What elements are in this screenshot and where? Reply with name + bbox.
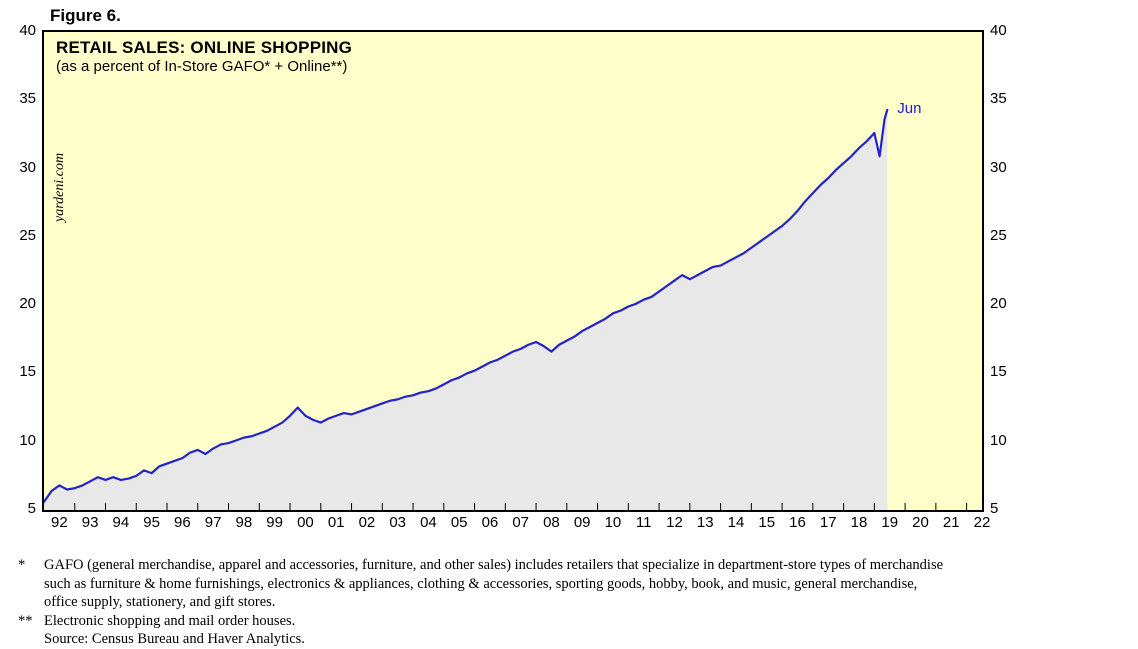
x-tick-label: 15 [758,514,776,531]
chart-container [19,22,1007,531]
x-tick-label: 04 [420,514,437,531]
x-tick-label: 16 [789,514,806,531]
y-tick-label: 15 [19,363,36,381]
x-tick-label: 93 [81,514,99,531]
x-tick-label: 99 [266,514,283,531]
watermark-label: yardeni.com [52,152,67,222]
x-tick-label: 92 [51,514,68,531]
y-tick-label: 20 [990,295,1007,313]
y-tick-label: 35 [19,90,36,108]
footnotes [18,556,1118,649]
x-tick-label: 14 [727,514,745,531]
x-tick-label: 21 [942,514,960,531]
chart-subtitle: (as a percent of In-Store GAFO* + Online**) [56,58,348,76]
x-tick-label: 03 [389,514,407,531]
y-tick-label: 10 [19,431,36,449]
x-tick-label: 22 [973,514,991,531]
footnote-text: Electronic shopping and mail order houses. [44,612,296,629]
figure-title: Figure 6. [50,6,121,25]
x-tick-label: 98 [235,514,253,531]
footnote-text: Source: Census Bureau and Haver Analytics. [44,631,305,648]
x-tick-label: 10 [604,514,622,531]
chart-caption [56,38,352,76]
x-tick-label: 96 [174,514,191,531]
x-tick-label: 02 [358,514,376,531]
last-point-annotation: Jun [897,99,922,117]
y-tick-label: 30 [990,158,1007,176]
x-tick-label: 97 [204,514,222,531]
x-tick-label: 95 [143,514,160,531]
y-tick-label: 20 [19,295,36,313]
footnote-row [18,612,1118,631]
x-tick-label: 17 [819,514,837,531]
x-tick-label: 08 [543,514,560,531]
y-tick-label: 25 [19,226,36,244]
footnote-text: office supply, stationery, and gift stores. [44,594,276,611]
footnote-text: GAFO (general merchandise, apparel and accessories, furniture, and other sales) includes retailers that specialize in department-store types of merchandise [44,557,944,573]
y-tick-label: 15 [990,363,1007,381]
x-tick-label: 18 [850,514,868,531]
x-tick-label: 09 [573,514,591,531]
chart-plot [44,32,982,510]
x-tick-label: 05 [450,514,468,531]
footnote-row [18,556,1118,575]
x-tick-label: 20 [912,514,929,531]
x-tick-label: 06 [481,514,499,531]
plot-frame [42,30,984,512]
x-tick-label: 13 [696,514,714,531]
x-tick-label: 11 [635,514,652,531]
footnote-marker: ** [18,612,33,629]
y-tick-label: 40 [990,22,1007,39]
y-tick-label: 30 [19,158,36,176]
x-tick-label: 94 [112,514,130,531]
y-tick-label: 5 [27,500,36,517]
chart-title: RETAIL SALES: ONLINE SHOPPING [56,38,353,57]
footnote-text: such as furniture & home furnishings, electronics & appliances, clothing & accessories, sporting goods, hobby, book, and music, general merchandise, [44,575,918,592]
x-tick-label: 12 [666,514,683,531]
x-tick-label: 19 [881,514,899,531]
x-tick-label: 01 [327,514,345,531]
y-tick-label: 40 [19,22,36,39]
area-fill [44,110,887,510]
y-tick-label: 10 [990,431,1007,449]
x-tick-label: 00 [297,514,314,531]
y-tick-label: 5 [990,500,999,517]
x-tick-label: 07 [512,514,530,531]
footnote-marker: * [18,557,26,573]
y-tick-label: 35 [990,90,1007,108]
y-tick-label: 25 [990,226,1007,244]
